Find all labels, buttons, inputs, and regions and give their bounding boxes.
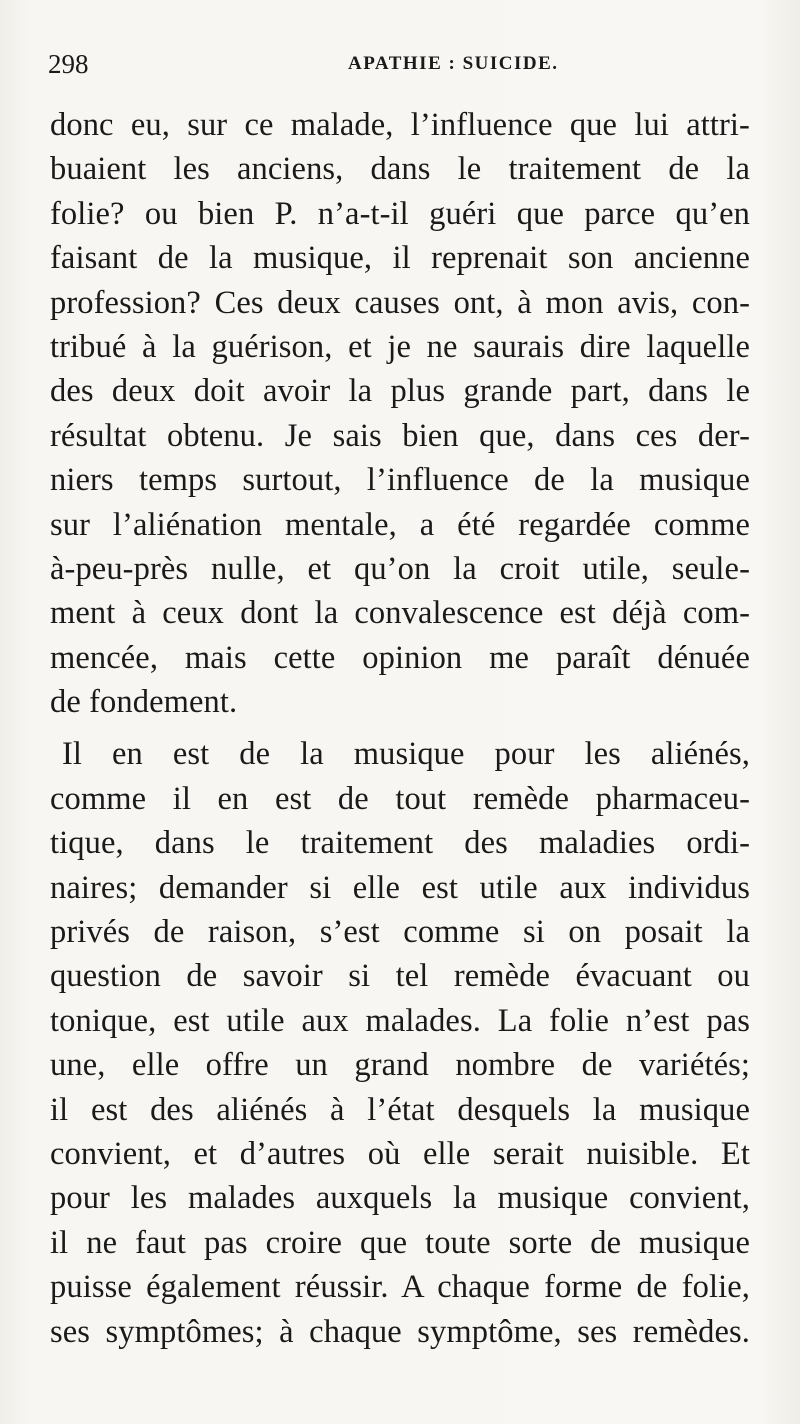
text-line: folie? ou bien P. n’a-t-il guéri que parce qu’en [50, 195, 750, 232]
text-line: faisant de la musique, il reprenait son ancienne [50, 240, 750, 277]
text-line: il est des aliénés à l’état desquels la musique [50, 1091, 750, 1128]
text-line: comme il en est de tout remède pharmaceu- [50, 780, 750, 817]
text-line: tribué à la guérison, et je ne saurais dire laquelle [50, 328, 750, 365]
text-line: mencée, mais cette opinion me paraît dénuée [50, 639, 750, 676]
text-line: naires; demander si elle est utile aux individus [50, 869, 750, 906]
text-line: ment à ceux dont la convalescence est déjà com- [50, 595, 750, 632]
text-line: puisse également réussir. A chaque forme de folie, [50, 1269, 750, 1306]
text-line: pour les malades auxquels la musique convient, [50, 1180, 750, 1217]
text-line: de fondement. [50, 684, 238, 721]
text-line: résultat obtenu. Je sais bien que, dans ces der- [50, 417, 750, 454]
text-line: privés de raison, s’est comme si on posait la [50, 914, 750, 951]
text-line: niers temps surtout, l’influence de la musique [50, 462, 750, 499]
text-line: sur l’aliénation mentale, a été regardée comme [50, 506, 750, 543]
paragraph-2 [50, 732, 750, 1353]
text-line: convient, et d’autres où elle serait nuisible. Et [50, 1135, 750, 1172]
text-line: profession? Ces deux causes ont, à mon avis, con- [50, 284, 750, 321]
paragraph-gap [50, 724, 750, 732]
text-line: tonique, est utile aux malades. La folie n’est pas [50, 1002, 750, 1039]
text-line: ses symptômes; à chaque symptôme, ses remèdes. [50, 1313, 750, 1350]
text-line: il ne faut pas croire que toute sorte de musique [50, 1224, 750, 1261]
running-head [48, 44, 748, 84]
page-number: 298 [48, 49, 89, 79]
text-line: des deux doit avoir la plus grande part, dans le [50, 373, 750, 410]
text-line: buaient les anciens, dans le traitement de la [50, 151, 750, 188]
paragraph-1 [50, 103, 750, 724]
body-text [50, 103, 750, 1354]
text-line: Il en est de la musique pour les aliénés, [62, 736, 750, 773]
running-title: APATHIE : SUICIDE. [348, 53, 559, 74]
text-line: tique, dans le traitement des maladies ordi- [50, 825, 750, 862]
text-line: question de savoir si tel remède évacuant ou [50, 958, 750, 995]
text-line: à-peu-près nulle, et qu’on la croit utile, seule- [50, 550, 750, 587]
text-line: donc eu, sur ce malade, l’influence que lui attri- [50, 107, 750, 143]
text-line: une, elle offre un grand nombre de variétés; [50, 1047, 750, 1084]
